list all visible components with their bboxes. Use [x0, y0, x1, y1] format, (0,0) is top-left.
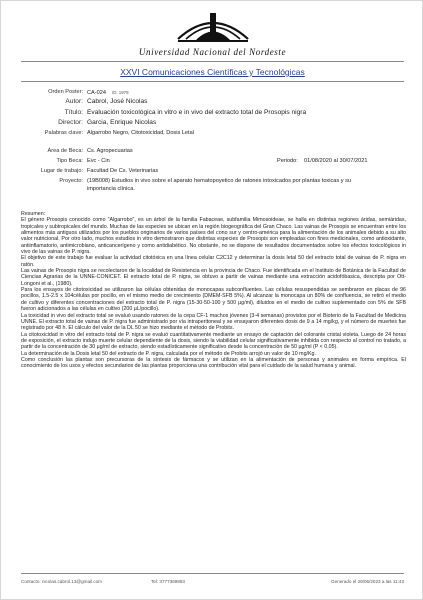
summary-paragraph: Para los ensayos de citotoxicidad se utilizaron las células obtenidas de monocapas subconfluentes. Las células resuspendidas se sembraron en placas de 96 pocillos, 1.5-2.5 x 104células por pocillo, en el mismo medio de crecimiento (DMEM-SFB 5%). Al alcanzar la monocapa un 80% de confluencia, se retiró el medio de cultivo y diferentes concentraciones del extracto total de P. nigra (15-30-50-100 y 500 µg/ml), diluidos en el medio de cultivo suplementado con 5% de SFB fueron adicionados a las células en cultivo (200 µL/pocillo).: [21, 287, 406, 313]
director-label: Director:: [58, 119, 83, 126]
titulo-label: Título:: [64, 109, 83, 116]
orden-label: Orden Poster:: [48, 89, 83, 95]
autor-value: Cabrol, José Nicolas: [87, 98, 148, 105]
university-logo-icon: [174, 9, 252, 47]
summary-paragraph: El género Prosopis conocido como "Algarrobo", es un árbol de la familia Fabaceae, subfamilia Mimosoideae, se halla en distintas regiones áridas, semiáridas, tropicales y subtropicales del mundo. Muchas de las especies se ubican en la región biogeográfica del Gran Chaco. Las vainas de Prosopis se encuentran entre los alimentos más antiguos utilizados por los pueblos originarios de varios países del cono sur y centro-américa para la alimentación de los animales debido a su alto valor nutricional. Por otro lado, muchos estudios in vitro demostraron que distintas especies de Prosopis son empleadas con fines medicinales, como antioxidante, antiinflamatorio, antimicrobiano, anticancerígeno y como antidiabético. No obstante, no se dispone de resultados documentados sobre los efectos toxicológicos in vivo de las vainas de P. nigra.: [21, 217, 406, 256]
autor-label: Autor:: [65, 98, 83, 105]
title-divider: [21, 81, 404, 82]
periodo-label: Periodo:: [277, 158, 298, 164]
header-divider: [21, 61, 404, 62]
palabras-label: Palabras clave:: [44, 130, 83, 136]
footer-generated: Generado el 29/06/2023 a las 11:43: [331, 579, 404, 584]
summary-paragraph: La citotoxicidad in vitro del extracto total de P. nigra se evaluó cuantitativamente mediante un ensayo de captación del colorante cristal violeta. Luego de 24 horas de exposición, el extracto indujo muerte celular dependiente de la dosis, siendo la viabilidad celular significativamente inhibida con respecto al control no tratado, a partir de la concentración de 30 µg/ml de extracto, siendo estadísticamente significativo desde la concentración de 50 µg/ml (P < 0,05).: [21, 331, 406, 351]
tipo-label: Tipo Beca:: [56, 158, 83, 164]
footer-contact: Contacto: nicolas.cabrol.13@gmail.com: [21, 579, 103, 584]
area-value: Cs. Agropecuarias: [87, 148, 133, 154]
area-label: Área de Beca:: [47, 148, 83, 154]
proyecto-label: Proyecto:: [59, 178, 83, 184]
conference-title: XXVI Comunicaciones Científicas y Tecnológicas: [120, 67, 305, 77]
summary-heading: Resumen:: [21, 211, 46, 217]
director-value: Garcia, Enrique Nicolas: [87, 119, 157, 126]
summary-paragraph: Las vainas de Prosopis nigra se recolectaron de la localidad de Resistencia en la provincia de Chaco. Fue identificada en el Instituto de Botánica de la Facultad de Ciencias Agrarias de la UNNE-CONICET. El extracto total de P. nigra, se obtuvo a partir de vainas mediante una extracción acidofóbasica, descripta por Ott-Longoni et al., (1980).: [21, 268, 406, 287]
summary-paragraph: La determinación de la Dosis letal 50 del extracto de P. nigra, calculada por el método de Probits arrojó un valor de 10 mg/Kg.: [21, 350, 316, 357]
periodo-value: 01/08/2020 al 30/07/2021: [304, 158, 368, 164]
summary-paragraph: Como conclusión las plantas son precursoras de la síntesis de fármacos y se utilizan en la alimentación de personas y animales en forma empírica. El conocimiento de los usos y efectos secundarios de las plantas proporciona una contribución vital para el cuidado de la salud humana y animal.: [21, 356, 406, 370]
orden-id: ID: 1978: [111, 90, 129, 95]
summary-paragraph: La toxicidad in vivo del extracto total se evaluó usando ratones de la cepa CF-1 machos jóvenes (3-4 semanas) provistos por el Bioterio de la Facultad de Medicina UNNE. El extracto total de vainas de P. nigra fue administrado por vía intraperitoneal y se ensayaron diferentes dosis de 9 a 14 mg/kg, y el número de muertes fue registrado por 48 h. El cálculo del valor de la DL 50 se hizo mediante el método de Probits.: [21, 312, 406, 332]
footer-tel: Tel: 3777369883: [151, 579, 185, 584]
palabras-value: Algarrobo Negro, Citotoxicidad, Dosis Letal: [87, 130, 194, 136]
proyecto-value-line2: importancia clínica.: [87, 186, 135, 192]
titulo-value: Evaluación toxicológica in vitro e in vivo del extracto total de Prosopis nigra: [87, 109, 307, 116]
lugar-label: Lugar de trabajo:: [40, 168, 83, 174]
university-name: Universidad Nacional del Nordeste: [138, 47, 287, 57]
lugar-value: Facultad De Cs. Veterinarias: [87, 168, 159, 174]
footer-divider: [21, 573, 404, 574]
orden-value: CA-024 ID: 1978: [87, 90, 129, 96]
summary-paragraph: El objetivo de este trabajo fue evaluar la actividad citotóxica en una línea celular C2C12 y determinar la dosis letal 50 del extracto total de vainas de P. nigra en ratón.: [21, 255, 406, 268]
tipo-value: Evc - Cin: [87, 158, 110, 164]
summary-section: [21, 211, 406, 370]
proyecto-value-line1: (19B008) Estudios in vivo sobre el aparato hematopoyetico de ratones intoxicados por plantas toxicas y su: [87, 178, 351, 184]
